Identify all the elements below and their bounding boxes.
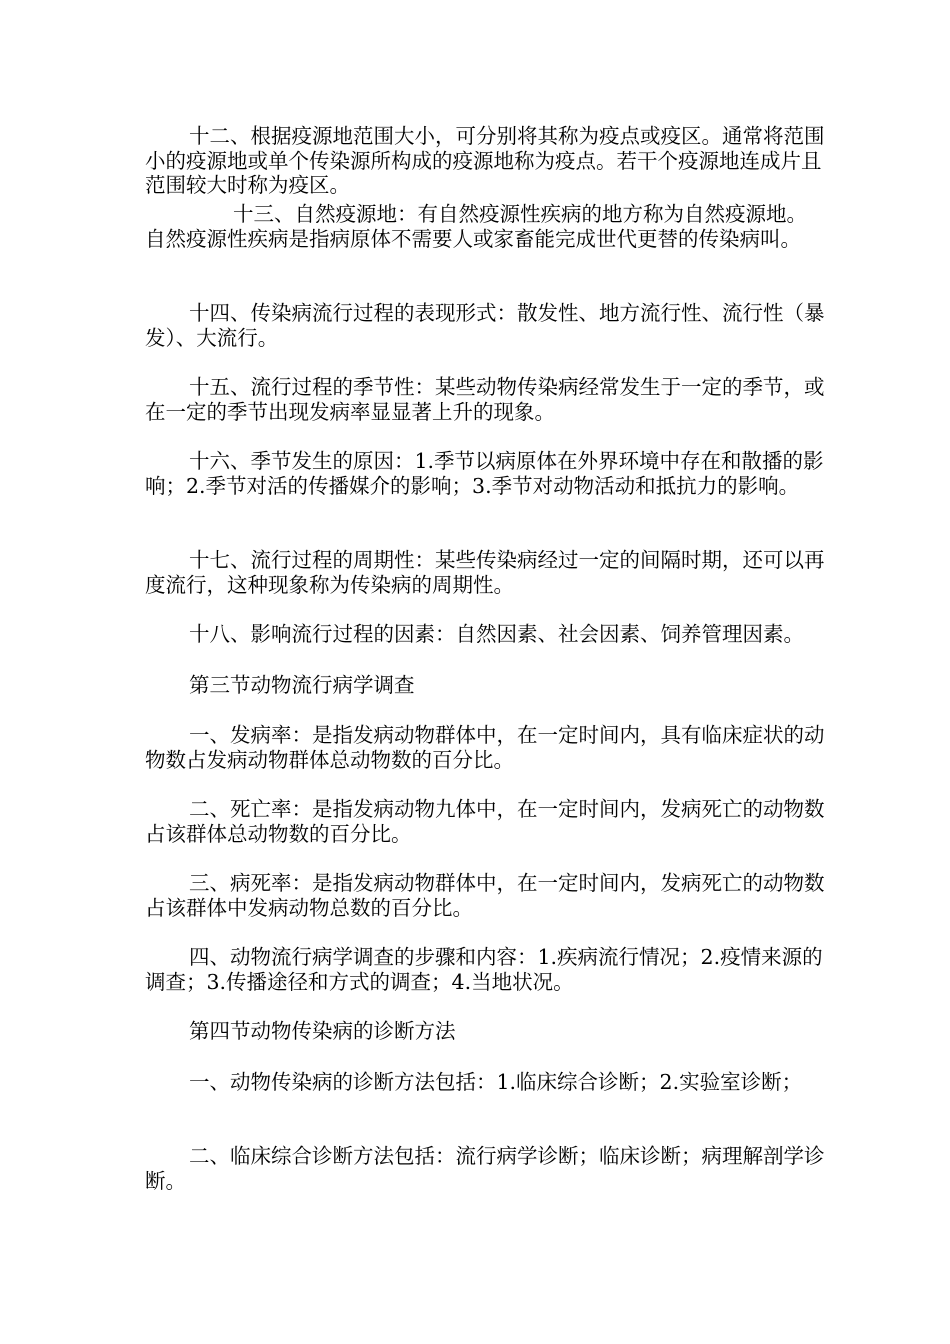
paragraph-14: 十四、传染病流行过程的表现形式：散发性、地方流行性、流行性（暴发）、大流行。 [145,301,825,350]
paragraph-morbidity: 一、发病率：是指发病动物群体中，在一定时间内，具有临床症状的动物数占发病动物群体总动物数的百分比。 [145,723,825,772]
paragraph-mortality: 二、死亡率：是指发病动物九体中，在一定时间内，发病死亡的动物数占该群体总动物数的百分比。 [145,797,825,846]
paragraph-diagnosis-methods: 一、动物传染病的诊断方法包括：1.临床综合诊断；2.实验室诊断； [189,1070,803,1094]
paragraph-survey-steps: 四、动物流行病学调查的步骤和内容：1.疾病流行情况；2.疫情来源的调查；3.传播途径和方式的调查；4.当地状况。 [145,945,823,994]
section-heading-4: 第四节动物传染病的诊断方法 [189,1019,456,1043]
paragraph-17: 十七、流行过程的周期性：某些传染病经过一定的间隔时期，还可以再度流行，这种现象称为传染病的周期性。 [145,548,825,597]
section-heading-3: 第三节动物流行病学调查 [189,673,415,697]
paragraph-15: 十五、流行过程的季节性：某些动物传染病经常发生于一定的季节，或在一定的季节出现发病率显显著上升的现象。 [145,375,825,424]
paragraph-18: 十八、影响流行过程的因素：自然因素、社会因素、饲养管理因素。 [189,622,804,646]
paragraph-clinical-diagnosis: 二、临床综合诊断方法包括：流行病学诊断；临床诊断；病理解剖学诊断。 [145,1144,825,1193]
paragraph-fatality: 三、病死率：是指发病动物群体中，在一定时间内，发病死亡的动物数占该群体中发病动物总数的百分比。 [145,871,825,920]
paragraph-13: 十三、自然疫源地：有自然疫源性疾病的地方称为自然疫源地。自然疫源性疾病是指病原体不需要人或家畜能完成世代更替的传染病叫。 [145,202,807,251]
paragraph-16: 十六、季节发生的原因：1.季节以病原体在外界环境中存在和散播的影响；2.季节对活的传播媒介的影响；3.季节对动物活动和抵抗力的影响。 [145,449,824,498]
paragraph-12: 十二、根据疫源地范围大小，可分别将其称为疫点或疫区。通常将范围小的疫源地或单个传染源所构成的疫源地称为疫点。若干个疫源地连成片且范围较大时称为疫区。 [145,124,825,197]
